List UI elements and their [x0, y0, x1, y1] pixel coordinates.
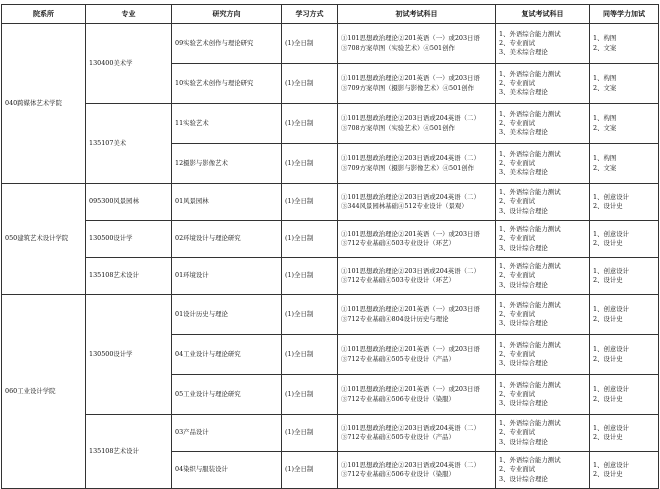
mode-cell: (1)全日制 [282, 375, 338, 415]
direction-cell: 05工业设计与理论研究 [172, 375, 282, 415]
table-row [2, 104, 659, 144]
table-row [2, 258, 659, 295]
header-extra: 同等学力加试 [590, 5, 659, 24]
extra-cell: 1、创意设计 2、设计史 [590, 184, 659, 221]
header-mode: 学习方式 [282, 5, 338, 24]
table-row [2, 415, 659, 452]
dept-cell: 040跨媒体艺术学院 [2, 24, 86, 184]
retest-cell: 1、外语综合能力测试 2、专业面试 3、设计综合理论 [496, 258, 590, 295]
header-major: 专业 [86, 5, 172, 24]
extra-cell: 1、创意设计 2、设计史 [590, 295, 659, 335]
mode-cell: (1)全日制 [282, 295, 338, 335]
mode-cell: (1)全日制 [282, 258, 338, 295]
exam-cell: ①101思想政治理论②201英语（一）或203日语 ③712专业基础④505专业设计（产品） [338, 335, 496, 375]
mode-cell: (1)全日制 [282, 104, 338, 144]
exam-cell: ①101思想政治理论②201英语（一）或203日语 ③708方案草图（实验艺术）④501创作 [338, 24, 496, 64]
header-retest: 复试考试科目 [496, 5, 590, 24]
dept-cell: 050建筑艺术设计学院 [2, 184, 86, 295]
table-row [2, 184, 659, 221]
retest-cell: 1、外语综合能力测试 2、专业面试 3、设计综合理论 [496, 452, 590, 489]
extra-cell: 1、创意设计 2、设计史 [590, 221, 659, 258]
extra-cell: 1、创意设计 2、设计史 [590, 258, 659, 295]
mode-cell: (1)全日制 [282, 335, 338, 375]
exam-cell: ①101思想政治理论②203日语或204英语（二） ③709方案草图（摄影与影像艺术）④501创作 [338, 144, 496, 184]
retest-cell: 1、外语综合能力测试 2、专业面试 3、设计综合理论 [496, 335, 590, 375]
major-cell: 135108艺术设计 [86, 258, 172, 295]
retest-cell: 1、外语综合能力测试 2、专业面试 3、设计综合理论 [496, 221, 590, 258]
extra-cell: 1、构图 2、文案 [590, 24, 659, 64]
mode-cell: (1)全日制 [282, 415, 338, 452]
direction-cell: 03产品设计 [172, 415, 282, 452]
major-cell: 135107美术 [86, 104, 172, 184]
retest-cell: 1、外语综合能力测试 2、专业面试 3、美术综合理论 [496, 104, 590, 144]
direction-cell: 01风景园林 [172, 184, 282, 221]
header-row [2, 5, 659, 24]
retest-cell: 1、外语综合能力测试 2、专业面试 3、美术综合理论 [496, 144, 590, 184]
major-cell: 130500设计学 [86, 221, 172, 258]
dept-cell: 060工业设计学院 [2, 295, 86, 489]
direction-cell: 04染织与服装设计 [172, 452, 282, 489]
header-dept: 院系所 [2, 5, 86, 24]
direction-cell: 09实验艺术创作与理论研究 [172, 24, 282, 64]
extra-cell: 1、构图 2、文案 [590, 64, 659, 104]
direction-cell: 11实验艺术 [172, 104, 282, 144]
direction-cell: 12摄影与影像艺术 [172, 144, 282, 184]
exam-cell: ①101思想政治理论②201英语（一）或203日语 ③712专业基础④506专业设计（染服） [338, 375, 496, 415]
table-row [2, 295, 659, 335]
mode-cell: (1)全日制 [282, 24, 338, 64]
exam-cell: ①101思想政治理论②203日语或204英语（二） ③708方案草图（实验艺术）④501创作 [338, 104, 496, 144]
extra-cell: 1、构图 2、文案 [590, 144, 659, 184]
direction-cell: 10实验艺术创作与理论研究 [172, 64, 282, 104]
admission-table [1, 4, 659, 489]
exam-cell: ①101思想政治理论②203日语或204英语（二） ③344风景园林基础④512专业设计（景观） [338, 184, 496, 221]
exam-cell: ①101思想政治理论②203日语或204英语（二） ③712专业基础④506专业设计（染服） [338, 452, 496, 489]
direction-cell: 01设计历史与理论 [172, 295, 282, 335]
mode-cell: (1)全日制 [282, 184, 338, 221]
major-cell: 135108艺术设计 [86, 415, 172, 489]
direction-cell: 01环境设计 [172, 258, 282, 295]
header-exam: 初试考试科目 [338, 5, 496, 24]
exam-cell: ①101思想政治理论②201英语（一）或203日语 ③712专业基础④804设计历史与理论 [338, 295, 496, 335]
exam-cell: ①101思想政治理论②203日语或204英语（二） ③712专业基础④505专业设计（产品） [338, 415, 496, 452]
mode-cell: (1)全日制 [282, 452, 338, 489]
extra-cell: 1、创意设计 2、设计史 [590, 415, 659, 452]
exam-cell: ①101思想政治理论②201英语（一）或203日语 ③712专业基础④503专业设计（环艺） [338, 221, 496, 258]
retest-cell: 1、外语综合能力测试 2、专业面试 3、设计综合理论 [496, 295, 590, 335]
mode-cell: (1)全日制 [282, 144, 338, 184]
extra-cell: 1、创意设计 2、设计史 [590, 452, 659, 489]
exam-cell: ①101思想政治理论②201英语（一）或203日语 ③709方案草图（摄影与影像艺术）④501创作 [338, 64, 496, 104]
retest-cell: 1、外语综合能力测试 2、专业面试 3、设计综合理论 [496, 375, 590, 415]
extra-cell: 1、创意设计 2、设计史 [590, 335, 659, 375]
table-row [2, 24, 659, 64]
retest-cell: 1、外语综合能力测试 2、专业面试 3、设计综合理论 [496, 184, 590, 221]
mode-cell: (1)全日制 [282, 64, 338, 104]
header-direction: 研究方向 [172, 5, 282, 24]
major-cell: 130400美术学 [86, 24, 172, 104]
table-row [2, 221, 659, 258]
direction-cell: 04工业设计与理论研究 [172, 335, 282, 375]
retest-cell: 1、外语综合能力测试 2、专业面试 3、美术综合理论 [496, 24, 590, 64]
retest-cell: 1、外语综合能力测试 2、专业面试 3、美术综合理论 [496, 64, 590, 104]
major-cell: 095300风景园林 [86, 184, 172, 221]
mode-cell: (1)全日制 [282, 221, 338, 258]
direction-cell: 02环境设计与理论研究 [172, 221, 282, 258]
retest-cell: 1、外语综合能力测试 2、专业面试 3、设计综合理论 [496, 415, 590, 452]
major-cell: 130500设计学 [86, 295, 172, 415]
extra-cell: 1、创意设计 2、设计史 [590, 375, 659, 415]
exam-cell: ①101思想政治理论②203日语或204英语（二） ③712专业基础④503专业设计（环艺） [338, 258, 496, 295]
extra-cell: 1、构图 2、文案 [590, 104, 659, 144]
